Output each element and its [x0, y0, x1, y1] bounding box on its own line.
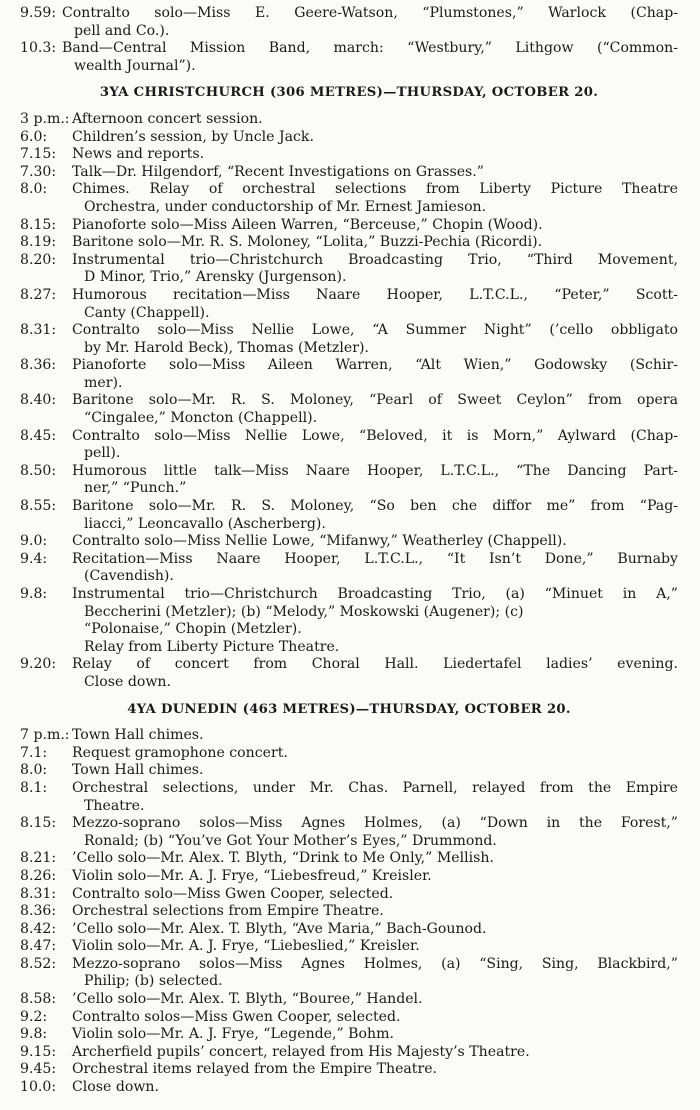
entry-line: Orchestral items relayed from the Empire Theatre.	[72, 1061, 438, 1078]
entry-line: Band—Central Mission Band, march: “Westbury,” Lithgow (“Common-	[62, 40, 678, 57]
entry-line: Violin solo—Mr. A. J. Frye, “Liebesfreud,” Kreisler.	[72, 867, 432, 884]
entry-time: 8.47:	[20, 938, 57, 955]
entry-line: Request gramophone concert.	[72, 744, 288, 761]
entry-text	[72, 991, 678, 1009]
entry-line: Talk—Dr. Hilgendorf, “Recent Investigations on Grasses.”	[72, 163, 484, 180]
entry-time: 8.19:	[20, 234, 57, 251]
entry-line: Orchestral selections, under Mr. Chas. Parnell, relayed from the Empire	[72, 779, 678, 796]
entry-line: “Cingalee,” Moncton (Chappell).	[84, 410, 318, 427]
programme-entry	[20, 129, 678, 147]
entry-text	[72, 217, 678, 235]
entry-line: Pianoforte solo—Miss Aileen Warren, “Berceuse,” Chopin (Wood).	[72, 216, 543, 233]
entry-time: 8.55:	[20, 498, 57, 515]
entry-text	[72, 322, 678, 357]
entry-time: 9.15:	[20, 1043, 57, 1060]
programme-entry	[20, 586, 678, 639]
programme-entry	[20, 1079, 678, 1097]
programme-entry	[20, 252, 678, 287]
entry-text	[72, 762, 678, 780]
entry-text	[72, 551, 678, 586]
programme-entry	[20, 357, 678, 392]
programme-entry	[20, 1009, 678, 1027]
programme-entry	[20, 551, 678, 586]
entry-line: Contralto solo—Miss Nellie Lowe, “Beloved, it is Morn,” Aylward (Chap-	[72, 427, 678, 444]
entry-line: Philip; (b) selected.	[84, 973, 223, 990]
entry-time: 8.21:	[20, 850, 57, 867]
entry-line: Contralto solo—Miss Gwen Cooper, selected.	[72, 885, 394, 902]
entry-text	[72, 463, 678, 498]
programme-entry	[20, 287, 678, 322]
entry-line: Relay of concert from Choral Hall. Liedertafel ladies’ evening.	[72, 656, 678, 673]
entry-text	[72, 850, 678, 868]
entry-time: 8.15:	[20, 815, 57, 832]
entry-text	[72, 903, 678, 921]
entry-line: Close down.	[84, 673, 171, 690]
entry-text	[72, 1026, 678, 1044]
entry-text	[72, 815, 678, 850]
entry-line: Theatre.	[84, 797, 145, 814]
entry-line: Baritone solo—Mr. R. S. Moloney, “Pearl of Sweet Ceylon” from opera	[72, 392, 678, 409]
programme-entry	[20, 850, 678, 868]
entry-line: “Polonaise,” Chopin (Metzler).	[84, 621, 302, 638]
entry-time: 9.4:	[20, 550, 48, 567]
programme-entry	[20, 656, 678, 691]
entry-text	[72, 287, 678, 322]
entry-line: Town Hall chimes.	[72, 727, 204, 744]
entry-text	[72, 392, 678, 427]
entry-text	[62, 5, 678, 40]
entry-text	[72, 656, 678, 691]
entry-line: ner,” “Punch.”	[84, 480, 187, 497]
programme-entry	[20, 1044, 678, 1062]
entry-line: Orchestra, under conductorship of Mr. Ernest Jamieson.	[84, 198, 487, 215]
entry-text	[62, 40, 678, 75]
programme-entry	[20, 392, 678, 427]
entry-text	[72, 164, 678, 182]
entry-time: 9.20:	[20, 656, 57, 673]
entry-time: 9.8:	[20, 1026, 48, 1043]
entry-text	[72, 129, 678, 147]
entry-time: 8.26:	[20, 867, 57, 884]
entry-line: liacci,” Leoncavallo (Ascherberg).	[84, 515, 326, 532]
entry-time: 8.50:	[20, 462, 57, 479]
programme-entry	[20, 5, 678, 40]
entry-line: Contralto solos—Miss Gwen Cooper, selected.	[72, 1008, 401, 1025]
entry-line: Relay from Liberty Picture Theatre.	[84, 638, 340, 655]
entry-time: 10.3:	[20, 40, 57, 57]
programme-entry	[20, 745, 678, 763]
christchurch-programme	[20, 111, 678, 692]
programme-entry	[20, 181, 678, 216]
programme-entry	[20, 956, 678, 991]
entry-line: Afternoon concert session.	[72, 110, 263, 127]
dunedin-heading: 4YA DUNEDIN (463 METRES)—THURSDAY, OCTOBER 20.	[127, 701, 571, 717]
entry-time: 7 p.m.:	[20, 727, 70, 744]
programme-entry	[20, 780, 678, 815]
entry-text	[72, 146, 678, 164]
entry-time: 3 p.m.:	[20, 110, 70, 127]
entry-text	[72, 780, 678, 815]
entry-text	[72, 727, 678, 745]
entry-line: Humorous recitation—Miss Naare Hooper, L.T.C.L., “Peter,” Scott-	[72, 286, 678, 303]
entry-text	[72, 234, 678, 252]
entry-line: Pianoforte solo—Miss Aileen Warren, “Alt Wien,” Godowsky (Schir-	[72, 357, 678, 374]
entry-line: D Minor, Trio,” Arensky (Jurgenson).	[84, 269, 347, 286]
entry-text	[72, 1079, 678, 1097]
programme-entry	[20, 428, 678, 463]
entry-time: 8.36:	[20, 903, 57, 920]
entry-time: 8.0:	[20, 762, 48, 779]
programme-entry	[20, 498, 678, 533]
entry-time: 8.58:	[20, 991, 57, 1008]
programme-entry	[20, 991, 678, 1009]
entry-text	[72, 428, 678, 463]
entry-text	[72, 745, 678, 763]
programme-entry	[20, 762, 678, 780]
programme-entry	[20, 146, 678, 164]
entry-text	[72, 498, 678, 533]
entry-text	[72, 252, 678, 287]
entry-time: 9.59:	[20, 5, 57, 21]
entry-text	[72, 111, 678, 129]
entry-time: 8.40:	[20, 392, 57, 409]
entry-line: Baritone solo—Mr. R. S. Moloney, “Lolita,” Buzzi-Pechia (Ricordi).	[72, 234, 543, 251]
entry-text	[72, 1009, 678, 1027]
entry-time: 7.15:	[20, 146, 57, 163]
programme-entry	[20, 938, 678, 956]
entry-time: 9.2:	[20, 1008, 48, 1025]
entry-time: 8.31:	[20, 885, 57, 902]
entry-line: Canty (Chappell).	[84, 304, 210, 321]
entry-line: ’Cello solo—Mr. Alex. T. Blyth, “Drink to Me Only,” Mellish.	[72, 850, 494, 867]
entry-time: 8.1:	[20, 779, 48, 796]
entry-text	[72, 868, 678, 886]
entry-line: pell and Co.).	[74, 22, 170, 39]
entry-time: 10.0:	[20, 1079, 57, 1096]
entry-text	[72, 357, 678, 392]
entry-text	[72, 181, 678, 216]
programme-entry	[20, 234, 678, 252]
programme-entry	[20, 868, 678, 886]
entry-text	[72, 1044, 678, 1062]
entry-line: Recitation—Miss Naare Hooper, L.T.C.L., “It Isn’t Done,” Burnaby	[72, 550, 678, 567]
entry-line: Contralto solo—Miss Nellie Lowe, “A Summer Night” (’cello obbligato	[72, 322, 678, 339]
programme-entry	[20, 727, 678, 745]
christchurch-heading: 3YA CHRISTCHURCH (306 METRES)—THURSDAY, OCTOBER 20.	[99, 85, 599, 101]
programme-entry	[20, 921, 678, 939]
entry-time: 8.36:	[20, 357, 57, 374]
entry-text	[72, 886, 678, 904]
programme-entry	[20, 322, 678, 357]
entry-line: Baritone solo—Mr. R. S. Moloney, “So ben che diffor me” from “Pag-	[72, 498, 678, 515]
entry-time: 8.0:	[20, 181, 48, 198]
entry-time: 8.45:	[20, 427, 57, 444]
entry-text	[72, 586, 678, 639]
entry-time: 9.8:	[20, 586, 48, 602]
programme-entry	[20, 1026, 678, 1044]
entry-text	[72, 921, 678, 939]
programme-entry	[20, 40, 678, 75]
entry-line: ’Cello solo—Mr. Alex. T. Blyth, “Bouree,” Handel.	[72, 991, 423, 1008]
entry-time: 8.15:	[20, 216, 57, 233]
entry-line: Violin solo—Mr. A. J. Frye, “Legende,” Bohm.	[72, 1026, 394, 1043]
entry-line: Instrumental trio—Christchurch Broadcasting Trio, (a) “Minuet in A,”	[72, 586, 678, 602]
entry-line: News and reports.	[72, 146, 205, 163]
entry-time: 8.31:	[20, 322, 57, 339]
entry-line: Contralto solo—Miss Nellie Lowe, “Mifanwy,” Weatherley (Chappell).	[72, 533, 567, 550]
programme-entry	[20, 533, 678, 551]
entry-line: Archerfield pupils’ concert, relayed from His Majesty’s Theatre.	[72, 1043, 530, 1060]
entry-time: 7.30:	[20, 163, 57, 180]
entry-time: 8.27:	[20, 286, 57, 303]
programme-entry	[20, 886, 678, 904]
entry-line: mer).	[84, 374, 123, 391]
programme-entry	[20, 639, 678, 657]
entry-time: 6.0:	[20, 128, 48, 145]
programme-entry	[20, 815, 678, 850]
entry-text	[84, 639, 678, 657]
entry-line: Violin solo—Mr. A. J. Frye, “Liebeslied,” Kreisler.	[72, 938, 420, 955]
entry-line: wealth Journal”).	[74, 57, 196, 74]
entry-line: Orchestral selections from Empire Theatre.	[72, 903, 384, 920]
entry-text	[72, 956, 678, 991]
entry-line: ’Cello solo—Mr. Alex. T. Blyth, “Ave Maria,” Bach-Gounod.	[72, 920, 487, 937]
entry-line: Ronald; (b) “You’ve Got Your Mother’s Eyes,” Drummond.	[84, 832, 497, 849]
entry-line: by Mr. Harold Beck), Thomas (Metzler).	[84, 339, 369, 356]
entry-text	[72, 938, 678, 956]
entry-time: 8.20:	[20, 251, 57, 268]
programme-entry	[20, 463, 678, 498]
entry-line: Children’s session, by Uncle Jack.	[72, 128, 314, 145]
programme-entry	[20, 1061, 678, 1079]
entry-line: Chimes. Relay of orchestral selections from Liberty Picture Theatre	[72, 181, 678, 198]
entry-line: Beccherini (Metzler); (b) “Melody,” Moskowski (Augener); (c)	[84, 603, 524, 620]
entry-time: 8.42:	[20, 920, 57, 937]
programme-entry	[20, 164, 678, 182]
entry-text	[72, 1061, 678, 1079]
entry-line: Close down.	[72, 1079, 159, 1096]
programme-entry	[20, 217, 678, 235]
entry-line: (Cavendish).	[84, 568, 174, 585]
entry-time: 9.45:	[20, 1061, 57, 1078]
previous-programme-continuation	[20, 5, 678, 75]
entry-line: Humorous little talk—Miss Naare Hooper, L.T.C.L., “The Dancing Part-	[72, 462, 678, 479]
entry-line: pell).	[84, 445, 121, 462]
entry-line: Mezzo-soprano solos—Miss Agnes Holmes, (a) “Down in the Forest,”	[72, 815, 678, 832]
dunedin-programme	[20, 727, 678, 1096]
programme-entry	[20, 903, 678, 921]
entry-line: Instrumental trio—Christchurch Broadcasting Trio, “Third Movement,	[72, 251, 678, 268]
entry-line: Mezzo-soprano solos—Miss Agnes Holmes, (a) “Sing, Sing, Blackbird,”	[72, 955, 678, 972]
entry-line: Town Hall chimes.	[72, 762, 204, 779]
entry-line: Contralto solo—Miss E. Geere-Watson, “Plumstones,” Warlock (Chap-	[62, 5, 678, 21]
programme-entry	[20, 111, 678, 129]
entry-text	[72, 533, 678, 551]
entry-time: 7.1:	[20, 744, 48, 761]
entry-time: 8.52:	[20, 955, 57, 972]
entry-time: 9.0:	[20, 533, 48, 550]
